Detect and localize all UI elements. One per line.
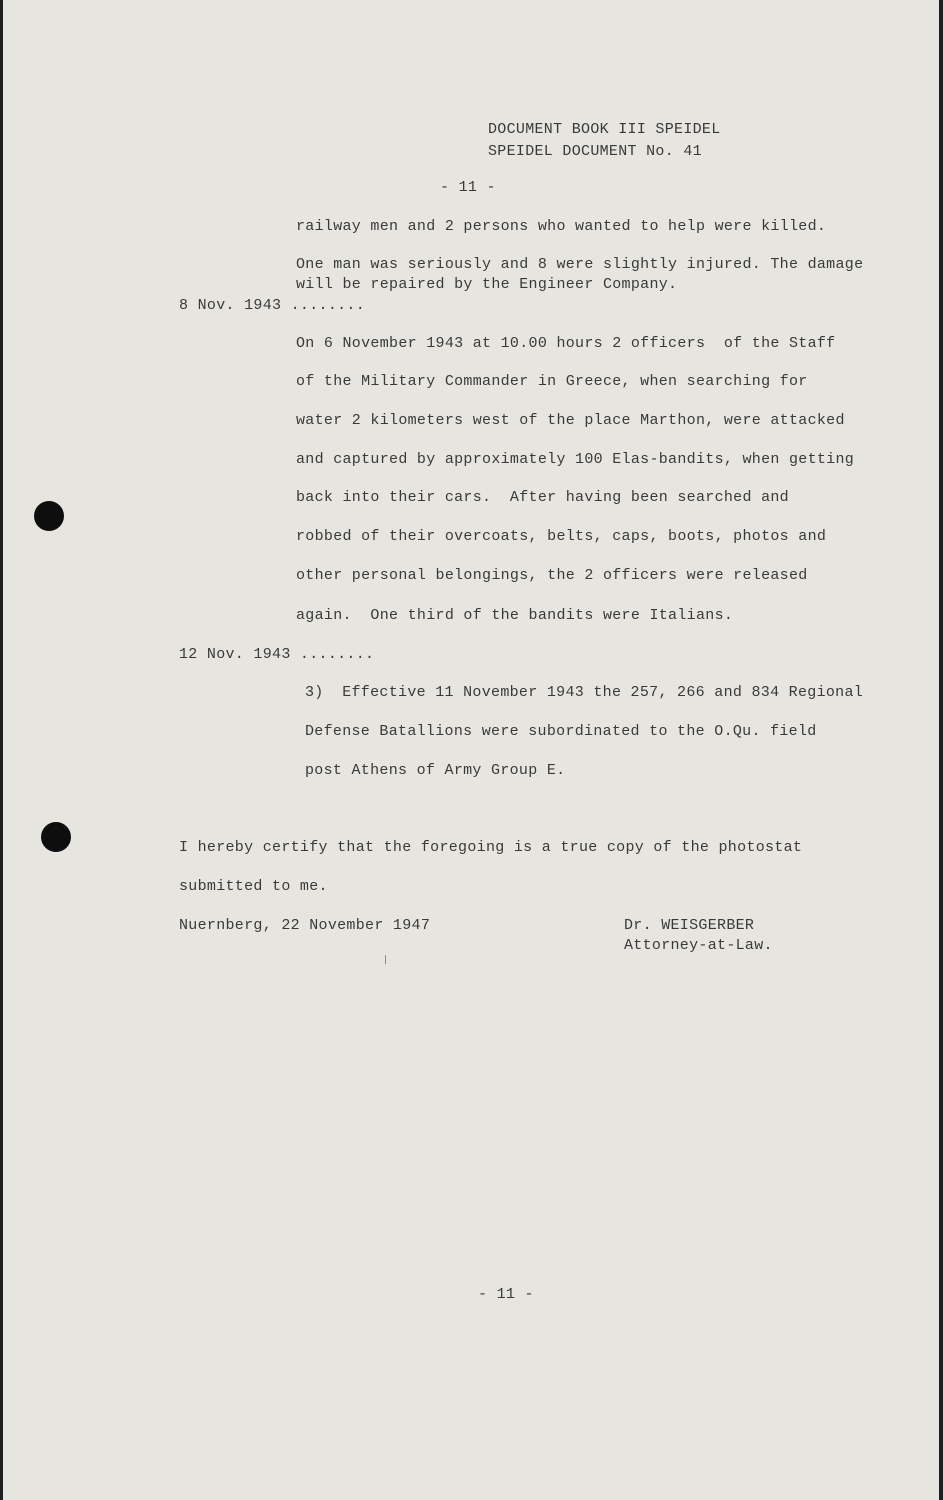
body-line: On 6 November 1943 at 10.00 hours 2 officers of the Staff	[296, 335, 836, 352]
header-line-2: SPEIDEL DOCUMENT No. 41	[488, 143, 702, 160]
body-line: other personal belongings, the 2 officers were released	[296, 567, 808, 584]
stray-mark	[385, 955, 386, 964]
certification-line: I hereby certify that the foregoing is a true copy of the photostat	[179, 839, 803, 856]
document-page	[3, 0, 939, 1500]
certification-line: submitted to me.	[179, 878, 328, 895]
body-line: and captured by approximately 100 Elas-bandits, when getting	[296, 451, 855, 468]
body-line: post Athens of Army Group E.	[305, 762, 566, 779]
body-line: 3) Effective 11 November 1943 the 257, 266 and 834 Regional	[305, 684, 864, 701]
page-number-bottom: - 11 -	[478, 1286, 534, 1303]
body-line: railway men and 2 persons who wanted to help were killed.	[296, 218, 827, 235]
punch-hole-bottom	[41, 822, 71, 852]
page-number-top: - 11 -	[440, 179, 496, 196]
body-line: back into their cars. After having been searched and	[296, 489, 789, 506]
body-line: of the Military Commander in Greece, when searching for	[296, 373, 808, 390]
signature-name: Dr. WEISGERBER	[624, 917, 755, 934]
date-entry: 12 Nov. 1943 ........	[179, 646, 375, 663]
header-line-1: DOCUMENT BOOK III SPEIDEL	[488, 121, 721, 138]
signature-title: Attorney-at-Law.	[624, 937, 773, 954]
place-date: Nuernberg, 22 November 1947	[179, 917, 431, 934]
body-line: Defense Batallions were subordinated to the O.Qu. field	[305, 723, 817, 740]
body-line: water 2 kilometers west of the place Marthon, were attacked	[296, 412, 845, 429]
punch-hole-top	[34, 501, 64, 531]
date-entry: 8 Nov. 1943 ........	[179, 297, 366, 314]
body-line: will be repaired by the Engineer Company.	[296, 276, 678, 293]
body-line: robbed of their overcoats, belts, caps, boots, photos and	[296, 528, 827, 545]
body-line: One man was seriously and 8 were slightly injured. The damage	[296, 256, 864, 273]
body-line: again. One third of the bandits were Italians.	[296, 607, 734, 624]
